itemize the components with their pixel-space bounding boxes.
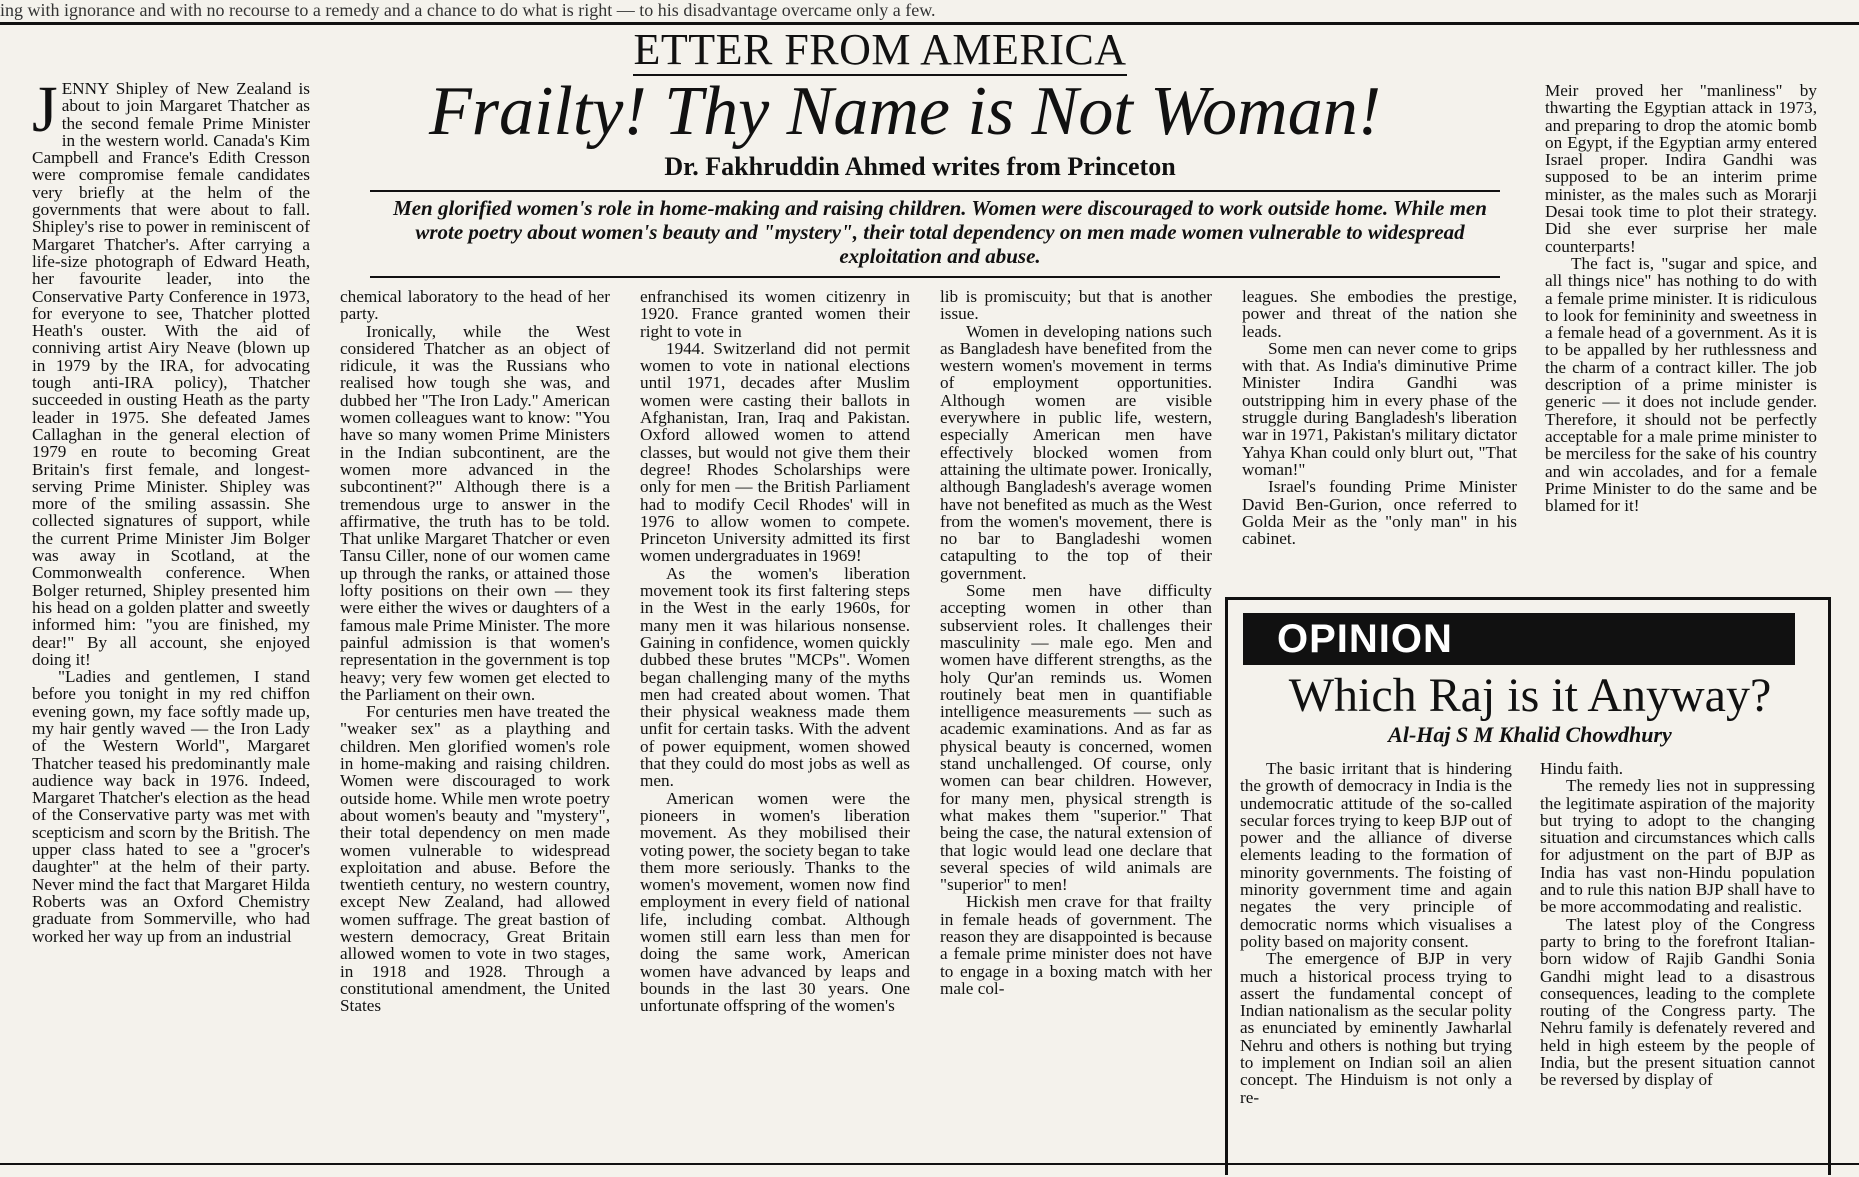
opinion-paragraph: The remedy lies not in suppressing the legitimate aspiration of the majority but trying to adopt to the changing situation and circumstances which calls for adjustment on the part of BJP as India has vast non-Hindu population and to rule this nation BJP shall have to be more accommodating and realistic.: [1540, 776, 1815, 917]
deck-top-rule: [370, 190, 1500, 192]
deck-bottom-rule: [370, 276, 1500, 278]
article-paragraph: As the women's liberation movement took its first faltering steps in the West in the early 1960s, for many men it was hilarious nonsense. Gaining in confidence, women quickly dubbed these brutes "MCPs". Women began challenging many of the myths men had created about women. That their physical weakness made them unfit for certain tasks. With the advent of power equipment, women showed that they could do most jobs as well as men.: [640, 563, 910, 791]
opinion-paragraph: The basic irritant that is hindering the growth of democracy in India is the undemocratic attitude of the so-called secular forces trying to keep BJP out of power and the alliance of diverse elements leading to the formation of minority governments. The foisting of minority government time and again negates the very principle of democratic norms which visualises a polity based on majority consent.: [1240, 760, 1512, 951]
article-paragraph: For centuries men have treated the "weaker sex" as a plaything and children. Men glorified women's role in home-making and raising children. Women were discouraged to work outside home. While men wrote poetry about women's beauty and "mystery", their total dependency on men made women vulnerable to widespread exploitation and abuse. Before the twentieth century, no western country, except New Zealand, had allowed women suffrage. The great bastion of western democracy, Great Britain allowed women to vote in two stages, in 1918 and 1928. Through a constitutional amendment, the United States: [340, 702, 610, 1016]
article-paragraph: chemical laboratory to the head of her party.: [340, 288, 610, 324]
article-paragraph: Meir proved her "manliness" by thwarting the Egyptian attack in 1973, and preparing to drop the atomic bomb on Egypt, if the Egyptian army entered Israel proper. Indira Gandhi was supposed to be an interim prime minister, as the males such as Morarji Desai took time to plot their strategy. Did she ever surprise her male counterparts!: [1545, 82, 1817, 256]
article-paragraph: enfranchised its women citizenry in 1920. France granted women their right to vote in: [640, 288, 910, 341]
kicker-text: ETTER FROM AMERICA: [633, 25, 1127, 74]
opinion-column-a: [1240, 760, 1512, 1163]
article-column-1: [32, 80, 310, 1160]
deck: Men glorified women's role in home-making and raising children. Women were discouraged to work outside home. While men wrote poetry about women's beauty and "mystery", their total dependency on men made women vulnerable to widespread exploitation and abuse.: [393, 196, 1487, 268]
byline: Dr. Fakhruddin Ahmed writes from Princeton: [664, 152, 1176, 181]
article-paragraph: Ironically, while the West considered Thatcher as an object of ridicule, it was the Russians who realised how tough she was, and dubbed her "The Iron Lady." American women colleagues want to know: "You have so many women Prime Ministers in the Indian subcontinent, are the women more advanced in the subcontinent?" Although there is a tremendous urge to answer in the affirmative, the truth has to be told. That unlike Margaret Thatcher or even Tansu Ciller, none of our women came up through the ranks, or attained those lofty positions on their own — they were either the wives or daughters of a famous male Prime Minister. The more painful admission is that women's representation in the government is top heavy; very few women get elected to the Parliament on their own.: [340, 321, 610, 704]
drop-cap: J: [32, 80, 58, 146]
article-paragraph: Some men have difficulty accepting women in other than subservient roles. It challenges their masculinity — male ego. Men and women have different strengths, as the holy Qur'an reminds us. Women routinely beat men in quantifiable intelligence measurements — such as academic examinations. And as far as physical beauty is concerned, women stand unchallenged. Of course, only women can bear children. However, for many men, physical strength is what makes them "superior." That being the case, the natural extension of that logic would lead one declare that several species of wild animals are "superior" to men!: [940, 581, 1212, 895]
top-strip-text: ing with ignorance and with no recourse to a remedy and a chance to do what is right — to his disadvantage overcame only a few.: [0, 0, 1859, 25]
article-paragraph: 1944. Switzerland did not permit women to vote in national elections until 1971, decades after Muslim women were casting their ballots in Afghanistan, Iran, Iraq and Pakistan. Oxford allowed women to attend classes, but would not give them their degree! Rhodes Scholarships were only for men — the British Parliament had to modify Cecil Rhodes' will in 1976 to allow women to compete. Princeton University admitted its first women undergraduates in 1969!: [640, 338, 910, 566]
opinion-author: Al-Haj S M Khalid Chowdhury: [1388, 722, 1672, 747]
article-paragraph: American women were the pioneers in women's liberation movement. As they mobilised their voting power, the society began to take them more seriously. Thanks to the women's movement, women now find employment in every field of national life, including combat. Although women still earn less than men for doing the same work, American women have advanced by leaps and bounds in the last 30 years. One unfortunate offspring of the women's: [640, 788, 910, 1016]
article-paragraph: The fact is, "sugar and spice, and all things nice" has nothing to do with a female prime minister. It is ridiculous to look for femininity and sweetness in a female head of a government. As it is to be appalled by her ruthlessness and the charm of a contract killer. The job description of a prime minister is generic — it does not include gender. Therefore, it should not be perfectly acceptable for a male prime minister to be merciless for the sake of his country and win accolades, and for a female Prime Minister to do the same and be blamed for it!: [1545, 253, 1817, 516]
article-column-6: [1545, 82, 1817, 592]
article-paragraph: Some men can never come to grips with that. As India's diminutive Prime Minister Indira Gandhi was outstripping him in every phase of the struggle during Bangladesh's liberation war in 1971, Pakistan's military dictator Yahya Khan could only blurt out, "That woman!": [1242, 338, 1517, 479]
opinion-paragraph: Hindu faith.: [1540, 760, 1624, 778]
article-column-3: [640, 288, 910, 1156]
article-paragraph: leagues. She embodies the prestige, power and threat of the nation she leads.: [1242, 288, 1517, 341]
opinion-paragraph: The emergence of BJP in very much a historical process trying to assert the fundamental concept of Indian nationalism as the secular polity as enunciated by eminently Jawharlal Nehru and others is nothing but trying to implement on Indian soil an alien concept. The Hinduism is not only a re-: [1240, 949, 1512, 1107]
opinion-title: Which Raj is it Anyway?: [1288, 669, 1772, 722]
article-paragraph: lib is promiscuity; but that is another issue.: [940, 288, 1212, 324]
opinion-paragraph: The latest ploy of the Congress party to bring to the forefront Italian-born widow of Rajib Gandhi Sonia Gandhi might lead to a disastrous consequences, leading to the complete routing of the Congress party. The Nehru family is defenately revered and held in high esteem by the people of India, but the present situation cannot be reversed by display of: [1540, 914, 1815, 1090]
opinion-label: OPINION: [1243, 613, 1795, 665]
headline: Frailty! Thy Name is Not Woman!: [428, 73, 1382, 150]
article-column-2: [340, 288, 610, 1156]
article-paragraph: Women in developing nations such as Bangladesh have benefited from the western women's movement in terms of employment opportunities. Although women are visible everywhere in public life, western, especially American men have effectively blocked women from attaining the ultimate power. Ironically, although Bangladesh's average women have not benefited as much as the West from the women's movement, there is no bar to Bangladeshi women catapulting to the top of their government.: [940, 321, 1212, 583]
article-paragraph: "Ladies and gentlemen, I stand before you tonight in my red chiffon evening gown, my face softly made up, my hair gently waved — the Iron Lady of the Western World", Margaret Thatcher teased his predominantly male audience way back in 1976. Indeed, Margaret Thatcher's election as the head of the Conservative party was met with scepticism and scorn by the British. The upper class hated to see a "grocer's daughter" at the helm of their party. Never mind the fact that Margaret Hilda Roberts was an Oxford Chemistry graduate from Sommerville, who had worked her way up from an industrial: [32, 667, 310, 946]
article-paragraph: [32, 80, 310, 668]
section-kicker: [560, 24, 1200, 75]
article-column-5: [1242, 288, 1517, 588]
article-paragraph: Hickish men crave for that frailty in female heads of government. The reason they are disappointed is because a female prime minister does not have to engage in a boxing match with her male col-: [940, 892, 1212, 998]
paragraph-text: ENNY Shipley of New Zealand is about to join Margaret Thatcher as the second female Prime Minister in the western world. Canada's Kim Campbell and France's Edith Cresson were compromise female candidates very briefly at the helm of the governments that were about to fall. Shipley's rise to power in reminiscent of Margaret Thatcher's. After carrying a life-size photograph of Edward Heath, her favourite leader, into the Conservative Party Conference in 1973, for everyone to see, Thatcher plotted Heath's ouster. With the aid of conniving artist Airy Neave (blown up in 1979 by the IRA, for advocating tough anti-IRA policy), Thatcher succeeded in ousting Heath as the party leader in 1975. She defeated James Callaghan in the general election of 1979 en route to becoming Great Britain's first female, and longest-serving Prime Minister. Shipley was more of the smiling assassin. She collected signatures of support, while the current Prime Minister Jim Bolger was away in Scotland, at the Commonwealth conference. When Bolger returned, Shipley presented him his head on a golden platter and sweetly informed him: "you are finished, my dear!" By all account, she enjoyed doing it!: [32, 80, 310, 669]
article-column-4: [940, 288, 1212, 1156]
article-paragraph: Israel's founding Prime Minister David Ben-Gurion, once referred to Golda Meir as the "only man" in his cabinet.: [1242, 477, 1517, 549]
opinion-column-b: [1540, 760, 1815, 1163]
